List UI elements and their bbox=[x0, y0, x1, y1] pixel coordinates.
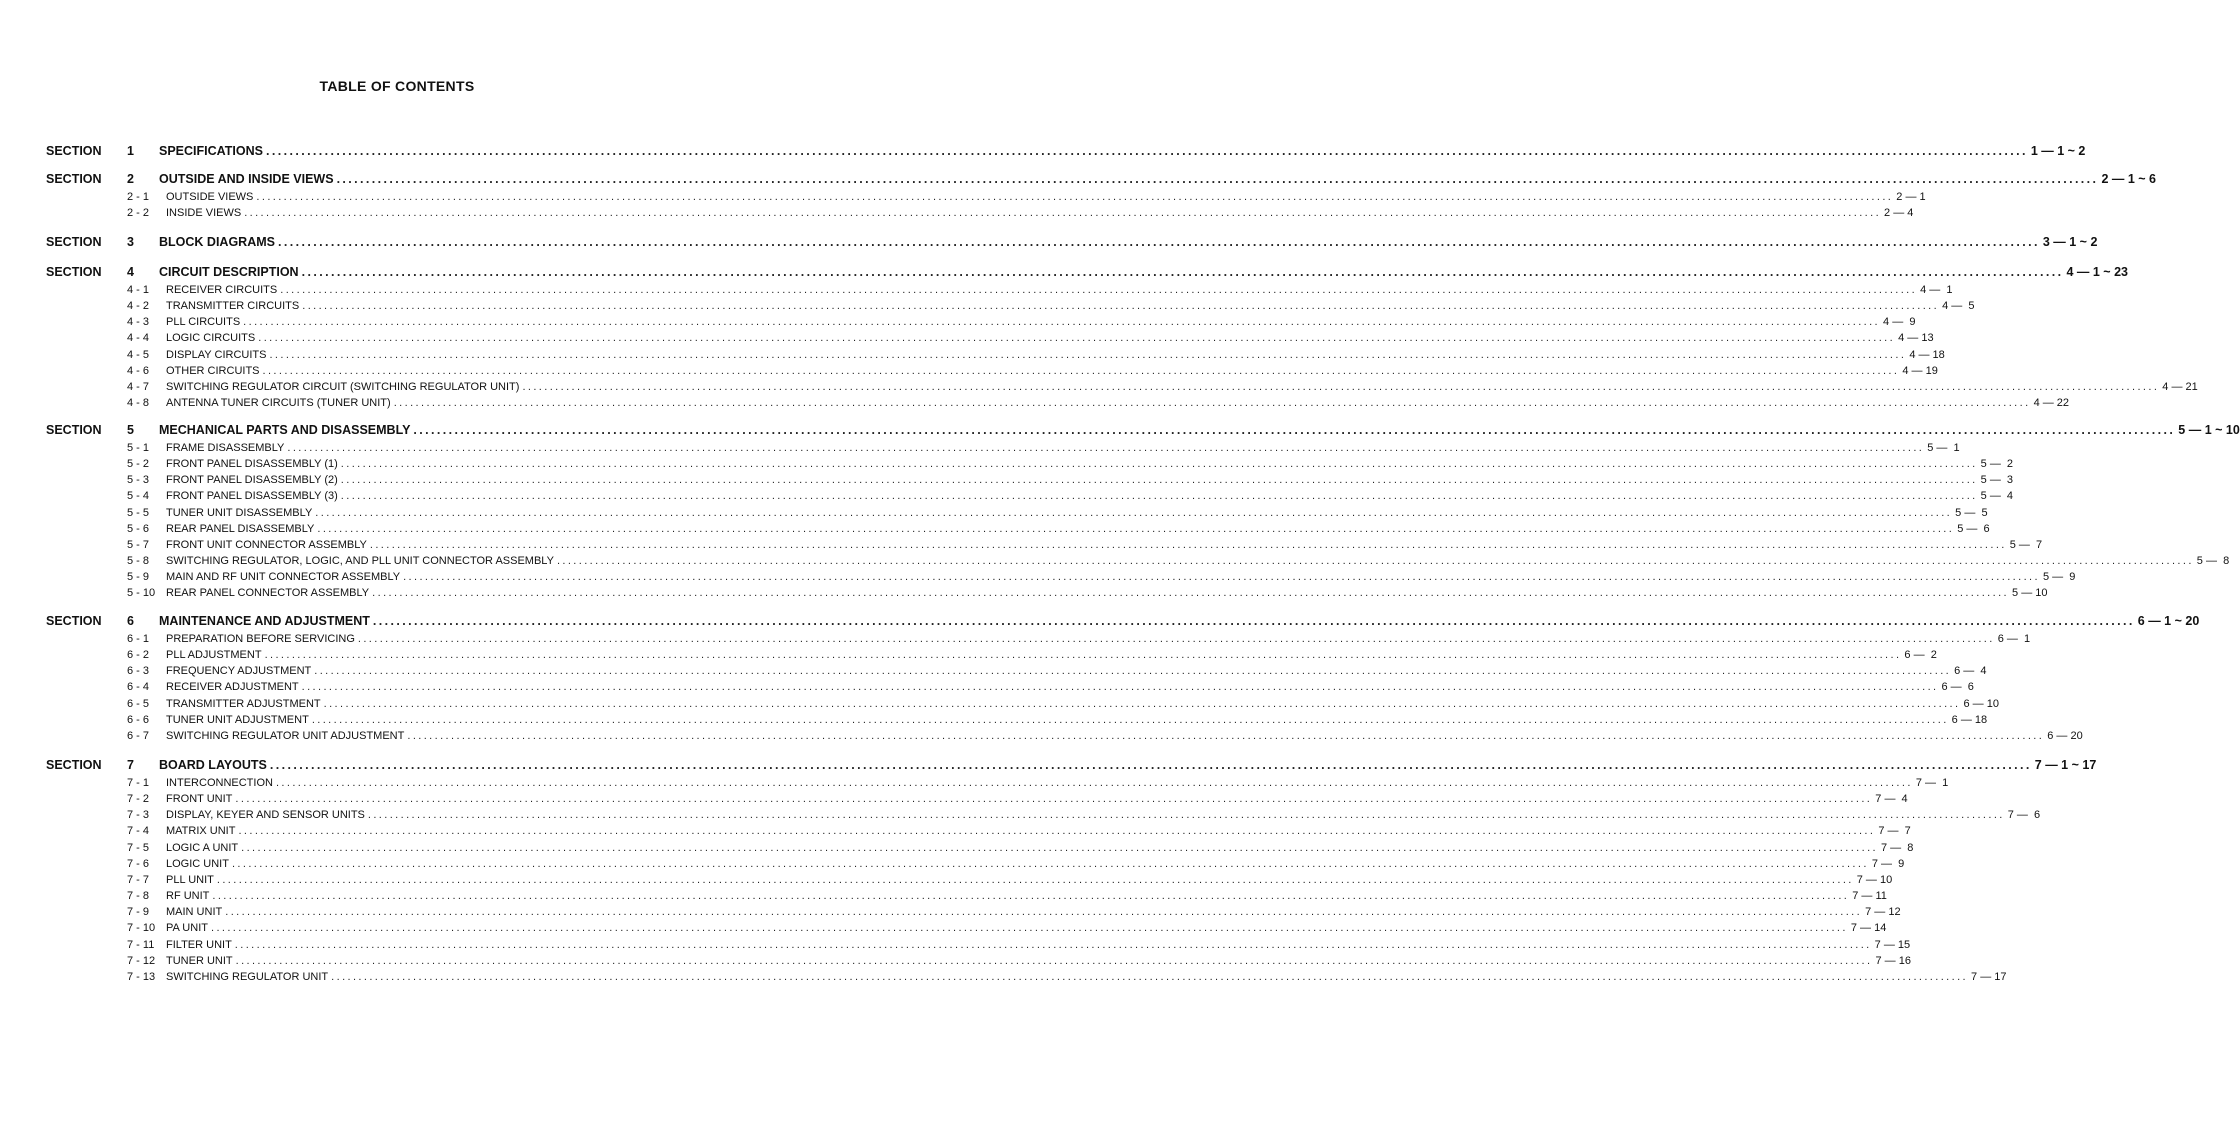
subsection-number: 5 - 8 bbox=[127, 555, 150, 568]
dot-leader: ............................................................................................................................................................................................................................................................................................................ bbox=[231, 857, 1869, 870]
subsection-title: REAR PANEL CONNECTOR ASSEMBLY bbox=[166, 587, 370, 600]
dot-leader: ............................................................................................................................................................................................................................................................................................................ bbox=[311, 713, 1949, 726]
section-entry[interactable] bbox=[159, 423, 2240, 437]
dot-leader: ............................................................................................................................................................................................................................................................................................................ bbox=[258, 332, 1896, 345]
subsection-page: 4 — 13 bbox=[1898, 332, 1934, 345]
subsection-number: 7 - 12 bbox=[127, 954, 156, 967]
subsection-page: 7 — 15 bbox=[1874, 938, 1911, 951]
subsection-number: 6 - 2 bbox=[127, 649, 150, 662]
subsection-page: 6 — 1 bbox=[1997, 633, 2031, 645]
subsection-entry[interactable] bbox=[166, 364, 1938, 377]
subsection-page: 7 — 6 bbox=[2007, 809, 2041, 822]
section-label: SECTION bbox=[46, 172, 102, 186]
dot-leader: ............................................................................................................................................................................................................................................................................................................ bbox=[265, 144, 2028, 158]
dot-leader: ............................................................................................................................................................................................................................................................................................................ bbox=[315, 506, 1953, 519]
section-title: MAINTENANCE AND ADJUSTMENT bbox=[159, 614, 370, 628]
dot-leader: ............................................................................................................................................................................................................................................................................................................ bbox=[302, 300, 1940, 313]
subsection-entry[interactable] bbox=[166, 713, 1988, 726]
subsection-page: 5 — 6 bbox=[1957, 522, 1990, 535]
subsection-number: 7 - 10 bbox=[127, 922, 156, 935]
section-title: OUTSIDE AND INSIDE VIEWS bbox=[159, 172, 334, 186]
dot-leader: ............................................................................................................................................................................................................................................................................................................ bbox=[367, 809, 2005, 822]
subsection-page: 4 — 18 bbox=[1909, 348, 1945, 361]
subsection-entry[interactable] bbox=[166, 665, 1987, 678]
subsection-title: SWITCHING REGULATOR, LOGIC, AND PLL UNIT CONNECTOR ASSEMBLY bbox=[166, 555, 554, 568]
subsection-number: 4 - 6 bbox=[127, 364, 150, 377]
subsection-entry[interactable] bbox=[166, 538, 2043, 551]
dot-leader: ............................................................................................................................................................................................................................................................................................................ bbox=[287, 442, 1925, 454]
subsection-title: MAIN AND RF UNIT CONNECTOR ASSEMBLY bbox=[166, 571, 401, 584]
dot-leader: ............................................................................................................................................................................................................................................................................................................ bbox=[314, 665, 1952, 678]
subsection-number: 7 - 7 bbox=[127, 873, 150, 886]
subsection-title: PLL CIRCUITS bbox=[166, 316, 241, 329]
subsection-number: 7 - 2 bbox=[127, 793, 150, 806]
section-title: SPECIFICATIONS bbox=[159, 144, 263, 158]
subsection-page: 7 — 1 bbox=[1915, 777, 1949, 789]
dot-leader: ............................................................................................................................................................................................................................................................................................................ bbox=[235, 954, 1873, 967]
subsection-title: RECEIVER ADJUSTMENT bbox=[166, 681, 299, 694]
subsection-number: 6 - 5 bbox=[127, 697, 150, 710]
subsection-page: 7 — 10 bbox=[1856, 873, 1893, 886]
subsection-number: 7 - 13 bbox=[127, 970, 156, 983]
subsection-page: 5 — 5 bbox=[1955, 506, 1988, 519]
subsection-title: SWITCHING REGULATOR CIRCUIT (SWITCHING REGULATOR UNIT) bbox=[166, 380, 520, 393]
subsection-page: 6 — 6 bbox=[1941, 681, 1974, 694]
subsection-page: 7 — 9 bbox=[1871, 857, 1905, 870]
subsection-number: 5 - 3 bbox=[127, 474, 150, 487]
subsection-entry[interactable] bbox=[166, 890, 1887, 903]
subsection-number: 5 - 6 bbox=[127, 522, 150, 535]
subsection-number: 6 - 3 bbox=[127, 665, 150, 678]
dot-leader: ............................................................................................................................................................................................................................................................................................................ bbox=[212, 890, 1850, 903]
section-pages: 5 — 1 ~ 10 bbox=[2178, 423, 2240, 437]
subsection-title: TUNER UNIT bbox=[166, 954, 233, 967]
subsection-title: OTHER CIRCUITS bbox=[166, 364, 260, 377]
subsection-entry[interactable] bbox=[166, 649, 1937, 662]
dot-leader: ............................................................................................................................................................................................................................................................................................................ bbox=[216, 873, 1854, 886]
dot-leader: ............................................................................................................................................................................................................................................................................................................ bbox=[393, 397, 2031, 410]
subsection-page: 5 — 4 bbox=[1980, 490, 2014, 503]
subsection-entry[interactable] bbox=[166, 191, 1926, 203]
subsection-entry[interactable] bbox=[166, 954, 1911, 967]
dot-leader: ............................................................................................................................................................................................................................................................................................................ bbox=[256, 191, 1894, 203]
subsection-number: 6 - 6 bbox=[127, 713, 150, 726]
subsection-page: 6 — 18 bbox=[1951, 713, 1988, 726]
dot-leader: ............................................................................................................................................................................................................................................................................................................ bbox=[243, 316, 1881, 329]
dot-leader: ............................................................................................................................................................................................................................................................................................................ bbox=[403, 571, 2040, 584]
dot-leader: ............................................................................................................................................................................................................................................................................................................ bbox=[336, 172, 2099, 186]
dot-leader: ............................................................................................................................................................................................................................................................................................................ bbox=[357, 633, 1995, 645]
subsection-number: 5 - 4 bbox=[127, 490, 150, 503]
subsection-page: 4 — 5 bbox=[1942, 300, 1975, 313]
dot-leader: ............................................................................................................................................................................................................................................................................................................ bbox=[413, 423, 2176, 437]
subsection-entry[interactable] bbox=[166, 825, 1911, 838]
section-entry[interactable] bbox=[159, 265, 2128, 279]
subsection-number: 5 - 9 bbox=[127, 571, 150, 584]
dot-leader: ............................................................................................................................................................................................................................................................................................................ bbox=[269, 758, 2032, 772]
subsection-entry[interactable] bbox=[166, 332, 1934, 345]
subsection-title: FREQUENCY ADJUSTMENT bbox=[166, 665, 312, 678]
subsection-page: 7 — 14 bbox=[1850, 922, 1887, 935]
subsection-page: 6 — 4 bbox=[1954, 665, 1987, 678]
section-label: SECTION bbox=[46, 423, 102, 437]
dot-leader: ............................................................................................................................................................................................................................................................................................................ bbox=[556, 555, 2194, 568]
section-number: 2 bbox=[127, 172, 134, 186]
dot-leader: ............................................................................................................................................................................................................................................................................................................ bbox=[317, 522, 1955, 535]
subsection-page: 5 — 9 bbox=[2042, 571, 2076, 584]
dot-leader: ............................................................................................................................................................................................................................................................................................................ bbox=[241, 841, 1878, 854]
subsection-title: REAR PANEL DISASSEMBLY bbox=[166, 522, 315, 535]
section-pages: 6 — 1 ~ 20 bbox=[2137, 614, 2200, 628]
dot-leader: ............................................................................................................................................................................................................................................................................................................ bbox=[301, 265, 2064, 279]
subsection-number: 7 - 1 bbox=[127, 777, 150, 789]
subsection-page: 5 — 7 bbox=[2009, 538, 2043, 551]
section-pages: 3 — 1 ~ 2 bbox=[2042, 235, 2098, 249]
subsection-entry[interactable] bbox=[166, 506, 1988, 519]
subsection-number: 5 - 1 bbox=[127, 442, 150, 454]
subsection-number: 7 - 4 bbox=[127, 825, 150, 838]
subsection-title: TUNER UNIT DISASSEMBLY bbox=[166, 506, 313, 519]
dot-leader: ............................................................................................................................................................................................................................................................................................................ bbox=[407, 729, 2045, 742]
dot-leader: ............................................................................................................................................................................................................................................................................................................ bbox=[301, 681, 1939, 694]
subsection-number: 4 - 1 bbox=[127, 284, 150, 296]
subsection-number: 7 - 3 bbox=[127, 809, 150, 822]
section-label: SECTION bbox=[46, 144, 102, 158]
dot-leader: ............................................................................................................................................................................................................................................................................................................ bbox=[340, 490, 1978, 503]
subsection-entry[interactable] bbox=[166, 729, 2083, 742]
subsection-title: FRONT PANEL DISASSEMBLY (3) bbox=[166, 490, 338, 503]
subsection-entry[interactable] bbox=[166, 348, 1945, 361]
section-title: BOARD LAYOUTS bbox=[159, 758, 267, 772]
dot-leader: ............................................................................................................................................................................................................................................................................................................ bbox=[264, 649, 1902, 662]
section-title: CIRCUIT DESCRIPTION bbox=[159, 265, 299, 279]
subsection-title: INTERCONNECTION bbox=[166, 777, 273, 789]
dot-leader: ............................................................................................................................................................................................................................................................................................................ bbox=[275, 777, 1913, 789]
subsection-entry[interactable] bbox=[166, 397, 2070, 410]
subsection-number: 5 - 2 bbox=[127, 458, 150, 471]
subsection-page: 5 — 2 bbox=[1980, 458, 2014, 471]
subsection-title: PREPARATION BEFORE SERVICING bbox=[166, 633, 355, 645]
subsection-page: 5 — 10 bbox=[2012, 587, 2048, 600]
subsection-title: PA UNIT bbox=[166, 922, 208, 935]
subsection-number: 4 - 7 bbox=[127, 380, 150, 393]
subsection-title: RF UNIT bbox=[166, 890, 210, 903]
subsection-entry[interactable] bbox=[166, 793, 1908, 806]
subsection-entry[interactable] bbox=[166, 841, 1914, 854]
subsection-title: OUTSIDE VIEWS bbox=[166, 191, 254, 203]
subsection-title: LOGIC A UNIT bbox=[166, 841, 239, 854]
subsection-entry[interactable] bbox=[166, 442, 1960, 454]
section-number: 1 bbox=[127, 144, 134, 158]
subsection-entry[interactable] bbox=[166, 857, 1905, 870]
subsection-number: 4 - 3 bbox=[127, 316, 150, 329]
subsection-entry[interactable] bbox=[166, 522, 1990, 535]
subsection-title: TRANSMITTER ADJUSTMENT bbox=[166, 697, 321, 710]
subsection-title: PLL ADJUSTMENT bbox=[166, 649, 262, 662]
subsection-title: SWITCHING REGULATOR UNIT ADJUSTMENT bbox=[166, 729, 405, 742]
dot-leader: ............................................................................................................................................................................................................................................................................................................ bbox=[280, 284, 1918, 296]
subsection-number: 6 - 7 bbox=[127, 729, 150, 742]
subsection-entry[interactable] bbox=[166, 970, 2007, 983]
subsection-entry[interactable] bbox=[166, 490, 2014, 503]
subsection-entry[interactable] bbox=[166, 571, 2076, 584]
subsection-number: 4 - 2 bbox=[127, 300, 150, 313]
subsection-title: RECEIVER CIRCUITS bbox=[166, 284, 278, 296]
subsection-page: 4 — 19 bbox=[1902, 364, 1938, 377]
section-entry[interactable] bbox=[159, 758, 2097, 772]
dot-leader: ............................................................................................................................................................................................................................................................................................................ bbox=[235, 793, 1873, 806]
dot-leader: ............................................................................................................................................................................................................................................................................................................ bbox=[522, 380, 2160, 393]
subsection-number: 4 - 5 bbox=[127, 348, 150, 361]
subsection-title: FRONT UNIT CONNECTOR ASSEMBLY bbox=[166, 538, 367, 551]
dot-leader: ............................................................................................................................................................................................................................................................................................................ bbox=[372, 587, 2010, 600]
section-label: SECTION bbox=[46, 614, 102, 628]
subsection-page: 7 — 7 bbox=[1878, 825, 1911, 838]
subsection-page: 7 — 12 bbox=[1865, 906, 1901, 919]
subsection-entry[interactable] bbox=[166, 555, 2230, 568]
subsection-title: INSIDE VIEWS bbox=[166, 207, 242, 220]
dot-leader: ............................................................................................................................................................................................................................................................................................................ bbox=[210, 922, 1848, 935]
subsection-entry[interactable] bbox=[166, 873, 1893, 886]
dot-leader: ............................................................................................................................................................................................................................................................................................................ bbox=[323, 697, 1961, 710]
subsection-page: 5 — 8 bbox=[2196, 555, 2230, 568]
section-number: 3 bbox=[127, 235, 134, 249]
section-label: SECTION bbox=[46, 235, 102, 249]
dot-leader: ............................................................................................................................................................................................................................................................................................................ bbox=[369, 538, 2007, 551]
subsection-number: 7 - 5 bbox=[127, 841, 150, 854]
subsection-title: FRONT PANEL DISASSEMBLY (2) bbox=[166, 474, 338, 487]
section-entry[interactable] bbox=[159, 235, 2098, 249]
dot-leader: ............................................................................................................................................................................................................................................................................................................ bbox=[244, 207, 1882, 220]
subsection-page: 6 — 2 bbox=[1904, 649, 1937, 662]
subsection-page: 6 — 20 bbox=[2047, 729, 2083, 742]
section-number: 6 bbox=[127, 614, 134, 628]
subsection-title: DISPLAY CIRCUITS bbox=[166, 348, 267, 361]
subsection-title: FRONT PANEL DISASSEMBLY (1) bbox=[166, 458, 338, 471]
subsection-page: 7 — 16 bbox=[1875, 954, 1911, 967]
subsection-title: MAIN UNIT bbox=[166, 906, 223, 919]
section-entry[interactable] bbox=[159, 144, 2086, 158]
subsection-title: MATRIX UNIT bbox=[166, 825, 236, 838]
subsection-page: 7 — 4 bbox=[1875, 793, 1908, 806]
subsection-number: 7 - 9 bbox=[127, 906, 150, 919]
subsection-page: 7 — 11 bbox=[1852, 890, 1887, 903]
dot-leader: ............................................................................................................................................................................................................................................................................................................ bbox=[331, 970, 1969, 983]
subsection-title: PLL UNIT bbox=[166, 873, 214, 886]
dot-leader: ............................................................................................................................................................................................................................................................................................................ bbox=[277, 235, 2040, 249]
subsection-number: 4 - 4 bbox=[127, 332, 150, 345]
subsection-entry[interactable] bbox=[166, 300, 1975, 313]
subsection-page: 5 — 1 bbox=[1927, 442, 1960, 454]
subsection-entry[interactable] bbox=[166, 380, 2198, 393]
section-number: 4 bbox=[127, 265, 134, 279]
section-entry[interactable] bbox=[159, 614, 2200, 628]
subsection-number: 7 - 11 bbox=[127, 938, 155, 951]
section-pages: 2 — 1 ~ 6 bbox=[2101, 172, 2156, 186]
subsection-number: 4 - 8 bbox=[127, 397, 150, 410]
section-label: SECTION bbox=[46, 758, 102, 772]
dot-leader: ............................................................................................................................................................................................................................................................................................................ bbox=[269, 348, 1907, 361]
subsection-entry[interactable] bbox=[166, 922, 1887, 935]
subsection-title: FRONT UNIT bbox=[166, 793, 233, 806]
subsection-entry[interactable] bbox=[166, 906, 1901, 919]
subsection-entry[interactable] bbox=[166, 777, 1949, 789]
subsection-page: 7 — 17 bbox=[1971, 970, 2007, 983]
subsection-title: DISPLAY, KEYER AND SENSOR UNITS bbox=[166, 809, 365, 822]
subsection-number: 6 - 1 bbox=[127, 633, 150, 645]
section-pages: 7 — 1 ~ 17 bbox=[2034, 758, 2097, 772]
section-label: SECTION bbox=[46, 265, 102, 279]
section-title: MECHANICAL PARTS AND DISASSEMBLY bbox=[159, 423, 411, 437]
subsection-title: FILTER UNIT bbox=[166, 938, 232, 951]
subsection-number: 5 - 10 bbox=[127, 587, 156, 600]
subsection-page: 4 — 1 bbox=[1920, 284, 1953, 296]
subsection-entry[interactable] bbox=[166, 681, 1974, 694]
subsection-page: 2 — 4 bbox=[1884, 207, 1914, 220]
subsection-number: 2 - 2 bbox=[127, 207, 150, 220]
subsection-page: 4 — 9 bbox=[1883, 316, 1916, 329]
subsection-entry[interactable] bbox=[166, 938, 1911, 951]
subsection-entry[interactable] bbox=[166, 458, 2014, 471]
dot-leader: ............................................................................................................................................................................................................................................................................................................ bbox=[238, 825, 1876, 838]
subsection-entry[interactable] bbox=[166, 316, 1916, 329]
subsection-title: LOGIC CIRCUITS bbox=[166, 332, 256, 345]
subsection-number: 5 - 7 bbox=[127, 538, 150, 551]
subsection-title: LOGIC UNIT bbox=[166, 857, 229, 870]
subsection-number: 6 - 4 bbox=[127, 681, 150, 694]
subsection-title: ANTENNA TUNER CIRCUITS (TUNER UNIT) bbox=[166, 397, 391, 410]
section-entry[interactable] bbox=[159, 172, 2156, 186]
subsection-entry[interactable] bbox=[166, 207, 1914, 220]
dot-leader: ............................................................................................................................................................................................................................................................................................................ bbox=[340, 474, 1978, 487]
subsection-title: TUNER UNIT ADJUSTMENT bbox=[166, 713, 309, 726]
dot-leader: ............................................................................................................................................................................................................................................................................................................ bbox=[372, 614, 2135, 628]
subsection-page: 4 — 22 bbox=[2033, 397, 2070, 410]
page-title: TABLE OF CONTENTS bbox=[319, 78, 475, 94]
subsection-entry[interactable] bbox=[166, 284, 1953, 296]
section-number: 7 bbox=[127, 758, 134, 772]
subsection-number: 7 - 8 bbox=[127, 890, 150, 903]
subsection-number: 2 - 1 bbox=[127, 191, 150, 203]
dot-leader: ............................................................................................................................................................................................................................................................................................................ bbox=[340, 458, 1978, 471]
subsection-page: 6 — 10 bbox=[1963, 697, 1999, 710]
subsection-entry[interactable] bbox=[166, 697, 1999, 710]
section-title: BLOCK DIAGRAMS bbox=[159, 235, 275, 249]
dot-leader: ............................................................................................................................................................................................................................................................................................................ bbox=[262, 364, 1900, 377]
dot-leader: ............................................................................................................................................................................................................................................................................................................ bbox=[225, 906, 1863, 919]
subsection-number: 7 - 6 bbox=[127, 857, 150, 870]
section-pages: 1 — 1 ~ 2 bbox=[2030, 144, 2086, 158]
subsection-title: TRANSMITTER CIRCUITS bbox=[166, 300, 300, 313]
subsection-entry[interactable] bbox=[166, 587, 2048, 600]
subsection-number: 5 - 5 bbox=[127, 506, 150, 519]
subsection-entry[interactable] bbox=[166, 474, 2014, 487]
section-number: 5 bbox=[127, 423, 134, 437]
subsection-entry[interactable] bbox=[166, 633, 2031, 645]
subsection-title: FRAME DISASSEMBLY bbox=[166, 442, 285, 454]
section-pages: 4 — 1 ~ 23 bbox=[2066, 265, 2128, 279]
subsection-entry[interactable] bbox=[166, 809, 2041, 822]
subsection-title: SWITCHING REGULATOR UNIT bbox=[166, 970, 329, 983]
dot-leader: ............................................................................................................................................................................................................................................................................................................ bbox=[234, 938, 1872, 951]
subsection-page: 2 — 1 bbox=[1896, 191, 1926, 203]
subsection-page: 5 — 3 bbox=[1980, 474, 2014, 487]
subsection-page: 7 — 8 bbox=[1881, 841, 1914, 854]
subsection-page: 4 — 21 bbox=[2162, 380, 2198, 393]
